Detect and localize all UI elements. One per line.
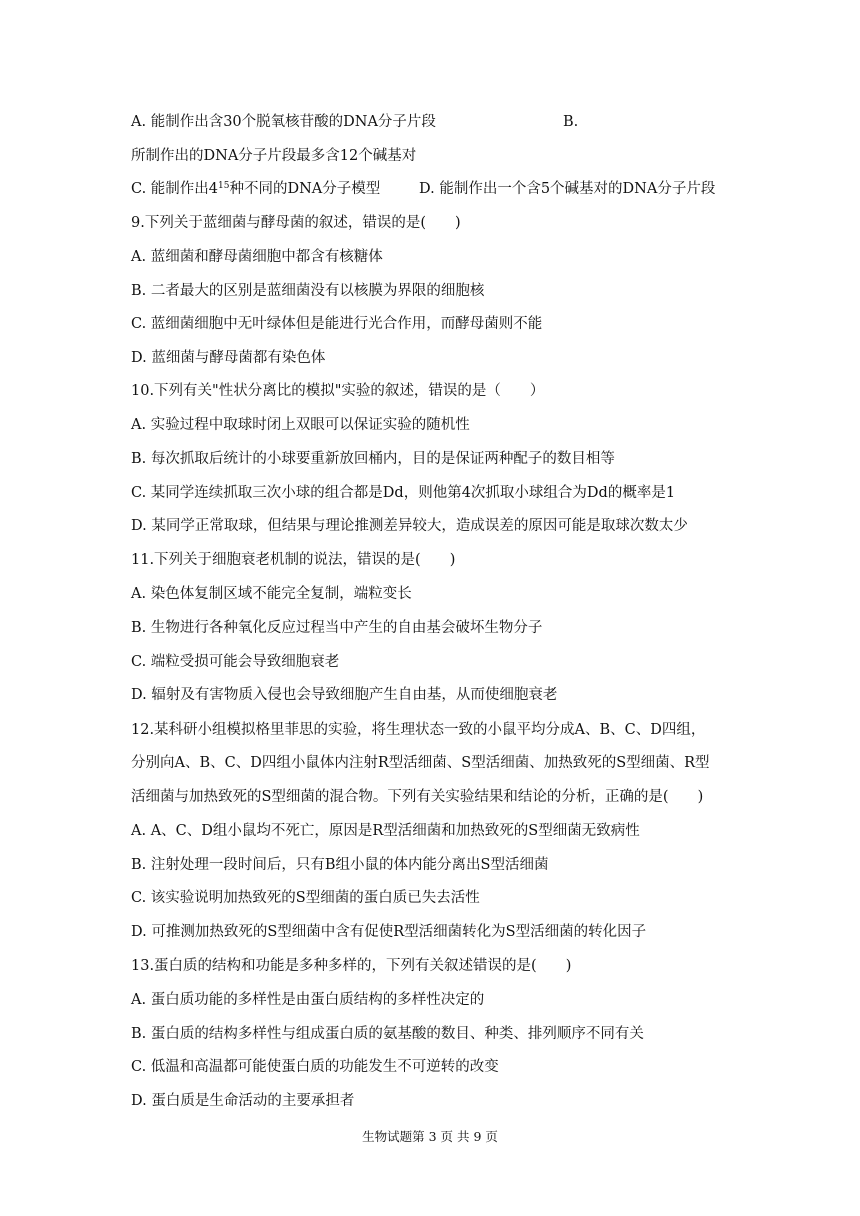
q8-option-c-sup: 15 — [218, 181, 230, 191]
q13-option-d: D. 蛋白质是生命活动的主要承担者 — [131, 1093, 355, 1109]
q10-stem: 10.下列有关"性状分离比的模拟"实验的叙述，错误的是（ ） — [131, 383, 545, 399]
q8-option-b-text: 所制作出的DNA分子片段最多含12个碱基对 — [131, 148, 417, 164]
q8-option-c-pre: C. 能制作出4 — [131, 181, 219, 197]
q11-option-a: A. 染色体复制区域不能完全复制，端粒变长 — [131, 586, 412, 602]
q12-option-b: B. 注射处理一段时间后，只有B组小鼠的体内能分离出S型活细菌 — [131, 857, 549, 873]
page-footer: 生物试题第 3 页 共 9 页 — [362, 1129, 498, 1144]
q12-option-d: D. 可推测加热致死的S型细菌中含有促使R型活细菌转化为S型活细菌的转化因子 — [131, 924, 647, 940]
q12-option-a: A. A、C、D组小鼠均不死亡，原因是R型活细菌和加热致死的S型细菌无致病性 — [131, 823, 640, 839]
q10-option-d: D. 某同学正常取球，但结果与理论推测差异较大，造成误差的原因可能是取球次数太少 — [131, 518, 688, 534]
q8-option-d: D. 能制作出一个含5个碱基对的DNA分子片段 — [419, 181, 716, 197]
q11-option-b: B. 生物进行各种氧化反应过程当中产生的自由基会破坏生物分子 — [131, 620, 543, 636]
q12-stem-line-1: 12.某科研小组模拟格里菲思的实验，将生理状态一致的小鼠平均分成A、B、C、D四组， — [131, 722, 706, 738]
q9-option-a: A. 蓝细菌和酵母菌细胞中都含有核糖体 — [131, 249, 383, 265]
q12-stem-line-2: 分别向A、B、C、D四组小鼠体内注射R型活细菌、S型活细菌、加热致死的S型细菌、R型 — [131, 755, 710, 771]
q8-option-a: A. 能制作出含30个脱氧核苷酸的DNA分子片段 — [131, 114, 436, 130]
q9-option-b: B. 二者最大的区别是蓝细菌没有以核膜为界限的细胞核 — [131, 283, 485, 299]
q11-stem: 11.下列关于细胞衰老机制的说法，错误的是( ) — [131, 552, 456, 568]
q9-option-c: C. 蓝细菌细胞中无叶绿体但是能进行光合作用，而酵母菌则不能 — [131, 316, 543, 332]
q9-stem: 9.下列关于蓝细菌与酵母菌的叙述，错误的是( ) — [131, 215, 461, 231]
q10-option-a: A. 实验过程中取球时闭上双眼可以保证实验的随机性 — [131, 417, 470, 433]
q11-option-c: C. 端粒受损可能会导致细胞衰老 — [131, 654, 340, 670]
q8-option-c — [131, 179, 380, 199]
q8-option-b-label: B. — [563, 114, 579, 130]
q11-option-d: D. 辐射及有害物质入侵也会导致细胞产生自由基，从而使细胞衰老 — [131, 687, 558, 703]
q13-stem: 13.蛋白质的结构和功能是多种多样的，下列有关叙述错误的是( ) — [131, 958, 572, 974]
q13-option-a: A. 蛋白质功能的多样性是由蛋白质结构的多样性决定的 — [131, 992, 485, 1008]
q13-option-b: B. 蛋白质的结构多样性与组成蛋白质的氨基酸的数目、种类、排列顺序不同有关 — [131, 1026, 644, 1042]
q9-option-d: D. 蓝细菌与酵母菌都有染色体 — [131, 350, 326, 366]
q8-option-c-post: 种不同的DNA分子模型 — [229, 181, 381, 197]
q12-stem-line-3: 活细菌与加热致死的S型细菌的混合物。下列有关实验结果和结论的分析，正确的是( ) — [131, 789, 704, 805]
q13-option-c: C. 低温和高温都可能使蛋白质的功能发生不可逆转的改变 — [131, 1059, 499, 1075]
q10-option-c: C. 某同学连续抓取三次小球的组合都是Dd，则他第4次抓取小球组合为Dd的概率是1 — [131, 485, 676, 501]
q10-option-b: B. 每次抓取后统计的小球要重新放回桶内，目的是保证两种配子的数目相等 — [131, 451, 615, 467]
q12-option-c: C. 该实验说明加热致死的S型细菌的蛋白质已失去活性 — [131, 890, 480, 906]
